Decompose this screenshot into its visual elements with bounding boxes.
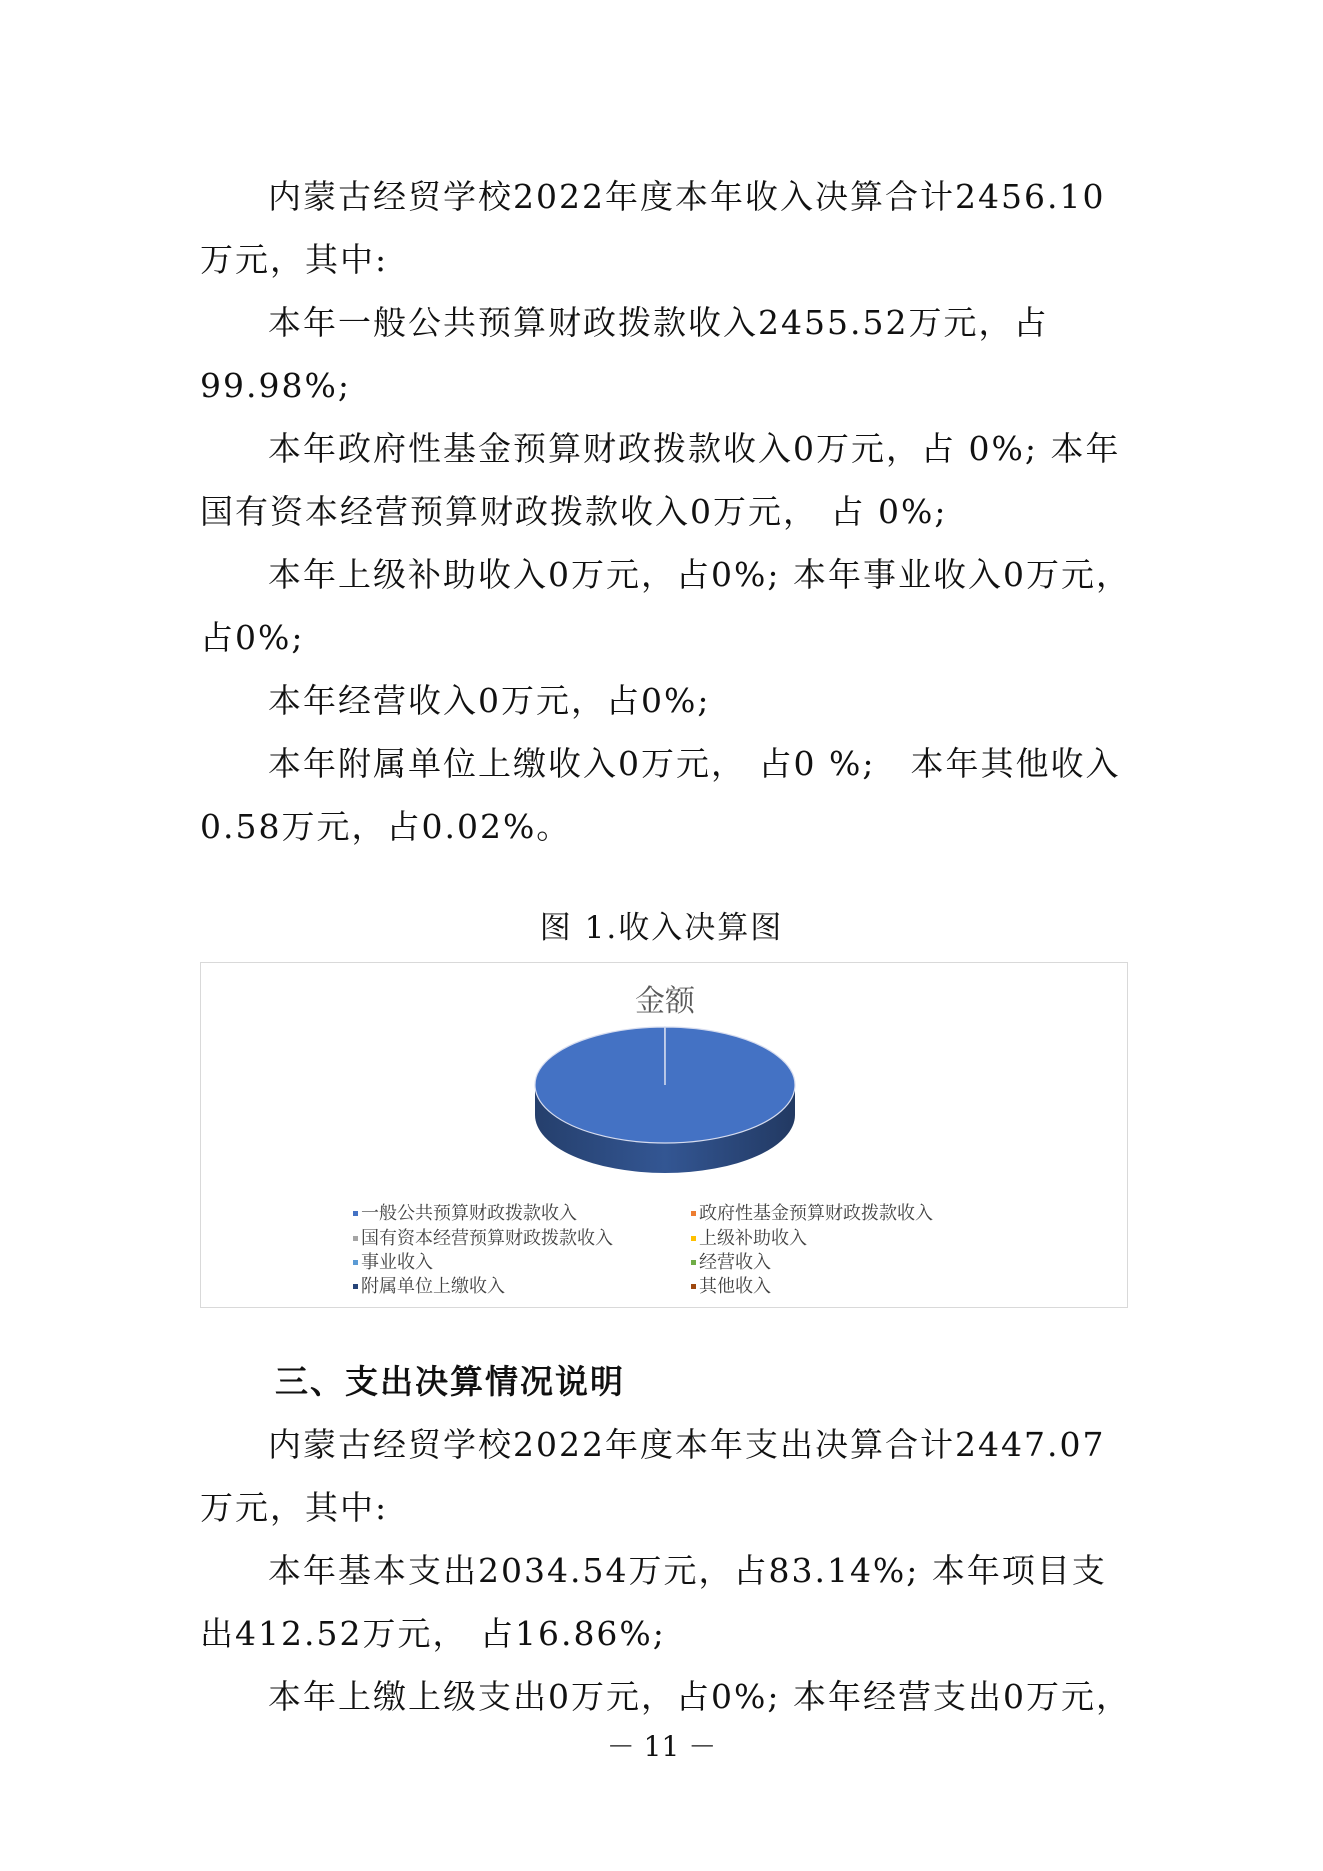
legend-label: 一般公共预算财政拨款收入 [361,1203,577,1223]
paragraph-general-budget: 本年一般公共预算财政拨款收入2455.52万元，占99.98%; [200,303,1049,405]
legend-label: 附属单位上缴收入 [361,1276,505,1296]
paragraph-income-total: 内蒙古经贸学校2022年度本年收入决算合计2456.10万元，其中: [200,177,1106,279]
legend-label: 经营收入 [699,1252,771,1272]
figure-caption: 图 1.收入决算图 [539,910,784,946]
paragraph-other-income: 本年附属单位上缴收入0万元， 占0 %; 本年其他收入0.58万元，占0.02%。 [200,744,1121,846]
legend-swatch [691,1211,696,1216]
paragraph-operating-income: 本年经营收入0万元，占0%; [268,681,711,720]
legend-label: 事业收入 [361,1252,433,1272]
legend-swatch [691,1284,696,1289]
paragraph-subsidy-income: 本年上级补助收入0万元，占0%; 本年事业收入0万元，占0%; [200,555,1131,657]
legend-swatch [353,1211,358,1216]
paragraph-fund-budget: 本年政府性基金预算财政拨款收入0万元，占 0%; 本年国有资本经营预算财政拨款收入0万元， 占 0%; [200,429,1121,531]
income-pie-chart [200,962,1128,1308]
chart-title: 金额 [635,985,695,1018]
legend-label: 其他收入 [699,1276,771,1296]
paragraph-basic-project-expense: 本年基本支出2034.54万元，占83.14%; 本年项目支出412.52万元， 占16.86%; [200,1551,1107,1653]
legend-label: 上级补助收入 [699,1228,807,1248]
legend-swatch [353,1284,358,1289]
legend-label: 政府性基金预算财政拨款收入 [699,1203,933,1223]
legend-swatch [353,1236,358,1241]
pie-chart-svg [201,963,1129,1309]
legend-swatch [691,1236,696,1241]
paragraph-remit-expense: 本年上缴上级支出0万元，占0%; 本年经营支出0万元， [268,1677,1131,1716]
page-number: － 11 － [606,1730,717,1763]
legend-swatch [691,1260,696,1265]
paragraph-expense-total: 内蒙古经贸学校2022年度本年支出决算合计2447.07万元，其中: [200,1425,1106,1527]
section-heading: 三、支出决算情况说明 [275,1362,625,1401]
legend-swatch [353,1260,358,1265]
legend-label: 国有资本经营预算财政拨款收入 [361,1228,613,1248]
